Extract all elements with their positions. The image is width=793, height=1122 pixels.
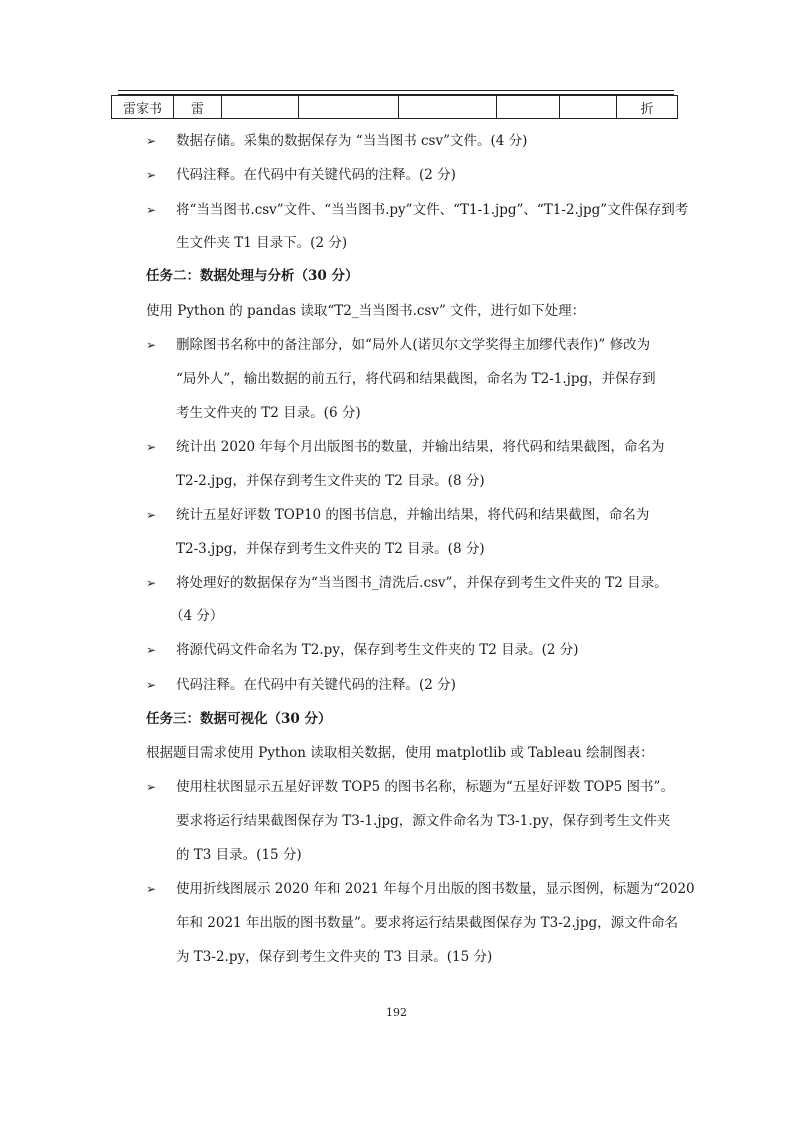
table-cell: 雷 bbox=[174, 96, 222, 119]
bullet-arrow-icon: ➢ bbox=[146, 508, 157, 522]
list-item-line: T2-2.jpg，并保存到考生文件夹的 T2 目录。(8 分) bbox=[176, 473, 485, 489]
bullet-arrow-icon: ➢ bbox=[146, 338, 157, 352]
table-cell bbox=[399, 96, 497, 119]
table-cell bbox=[497, 96, 560, 119]
section-intro: 使用 Python 的 pandas 读取“T2_当当图书.csv” 文件，进行如下处理： bbox=[146, 303, 586, 319]
section-intro: 根据题目需求使用 Python 读取相关数据，使用 matplotlib 或 Tableau 绘制图表： bbox=[146, 745, 654, 761]
list-item-line: 代码注释。在代码中有关键代码的注释。(2 分) bbox=[176, 167, 456, 183]
list-item-line: （4 分） bbox=[170, 608, 224, 624]
list-item-line: 要求将运行结果截图保存为 T3-1.jpg，源文件命名为 T3-1.py，保存到考生文件夹 bbox=[176, 813, 671, 829]
list-item-line: 统计出 2020 年每个月出版图书的数量，并输出结果，将代码和结果截图，命名为 bbox=[176, 439, 665, 455]
list-item-line: 统计五星好评数 TOP10 的图书信息，并输出结果，将代码和结果截图，命名为 bbox=[176, 507, 650, 523]
list-item-line: 使用柱状图显示五星好评数 TOP5 的图书名称，标题为“五星好评数 TOP5 图书”。 bbox=[176, 779, 674, 795]
bullet-arrow-icon: ➢ bbox=[146, 203, 157, 217]
list-item-line: 为 T3-2.py，保存到考生文件夹的 T3 目录。(15 分) bbox=[176, 949, 493, 965]
table-cell bbox=[222, 96, 299, 119]
list-item-line: 将处理好的数据保存为“当当图书_清洗后.csv”，并保存到考生文件夹的 T2 目录。 bbox=[176, 575, 668, 591]
bullet-arrow-icon: ➢ bbox=[146, 882, 157, 896]
table-cell: 折 bbox=[617, 96, 678, 119]
bullet-arrow-icon: ➢ bbox=[146, 134, 157, 148]
list-item-line: 考生文件夹的 T2 目录。(6 分) bbox=[176, 405, 361, 421]
list-item-line: 将源代码文件命名为 T2.py，保存到考生文件夹的 T2 目录。(2 分) bbox=[176, 642, 579, 658]
bullet-arrow-icon: ➢ bbox=[146, 643, 157, 657]
list-item-line: T2-3.jpg，并保存到考生文件夹的 T2 目录。(8 分) bbox=[176, 541, 485, 557]
table-fragment bbox=[111, 95, 678, 119]
bullet-arrow-icon: ➢ bbox=[146, 440, 157, 454]
list-item-line: 的 T3 目录。(15 分) bbox=[176, 847, 302, 863]
bullet-arrow-icon: ➢ bbox=[146, 168, 157, 182]
bullet-arrow-icon: ➢ bbox=[146, 576, 157, 590]
list-item-line: 生文件夹 T1 目录下。(2 分) bbox=[176, 235, 348, 251]
section-heading: 任务二：数据处理与分析（30 分） bbox=[146, 268, 359, 284]
table-cell: 雷家书 bbox=[112, 96, 174, 119]
list-item-line: 数据存储。采集的数据保存为 “当当图书 csv”文件。(4 分) bbox=[176, 133, 528, 149]
bullet-arrow-icon: ➢ bbox=[146, 678, 157, 692]
header-rule-top bbox=[118, 90, 674, 91]
page-number: 192 bbox=[386, 1006, 407, 1019]
table-cell bbox=[299, 96, 399, 119]
list-item-line: 使用折线图展示 2020 年和 2021 年每个月出版的图书数量，显示图例，标题为“2020 bbox=[176, 881, 695, 897]
list-item-line: “局外人”，输出数据的前五行，将代码和结果截图，命名为 T2-1.jpg，并保存到 bbox=[176, 371, 656, 387]
table-cell bbox=[560, 96, 617, 119]
list-item-line: 代码注释。在代码中有关键代码的注释。(2 分) bbox=[176, 677, 456, 693]
section-heading: 任务三：数据可视化（30 分） bbox=[146, 711, 332, 727]
list-item-line: 删除图书名称中的备注部分，如“局外人(诺贝尔文学奖得主加缪代表作)” 修改为 bbox=[176, 337, 651, 353]
bullet-arrow-icon: ➢ bbox=[146, 780, 157, 794]
table-row bbox=[112, 96, 678, 119]
list-item-line: 将“当当图书.csv”文件、“当当图书.py”文件、“T1-1.jpg”、“T1-2.jpg”文件保存到考 bbox=[176, 202, 689, 218]
list-item-line: 年和 2021 年出版的图书数量”。要求将运行结果截图保存为 T3-2.jpg，源文件命名 bbox=[176, 915, 679, 931]
